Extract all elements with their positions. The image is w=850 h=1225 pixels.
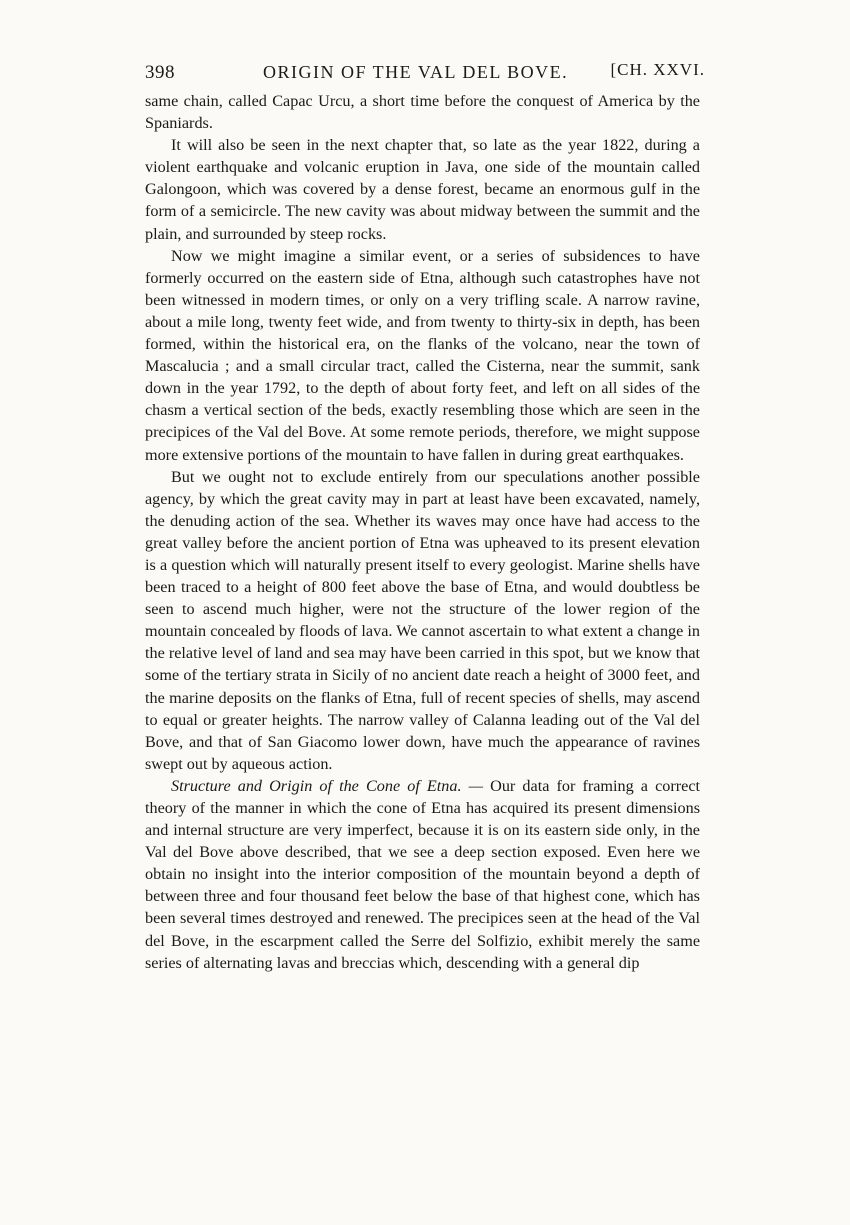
section-paragraph <box>145 775 700 974</box>
paragraph: It will also be seen in the next chapter that, so late as the year 1822, during a violent earthquake and volcanic eruption in Java, one side of the mountain called Galongoon, which was covered by a dense forest, became an enormous gulf in the form of a semicircle. The new cavity was about midway between the summit and the plain, and surrounded by steep rocks. <box>145 136 700 243</box>
paragraph: Now we might imagine a similar event, or a series of subsidences to have formerly occurred on the eastern side of Etna, although such catastrophes have not been witnessed in modern times, or only on a very trifling scale. A narrow ravine, about a mile long, twenty feet wide, and from twenty to thirty-six in depth, has been formed, within the historical era, on the flanks of the volcano, near the town of Mascalucia ; and a small circular tract, called the Cisterna, near the summit, sank down in the year 1792, to the depth of about forty feet, and left on all sides of the chasm a vertical section of the beds, exactly resembling those which are seen in the precipices of the Val del Bove. At some remote periods, therefore, we might suppose more extensive portions of the mountain to have fallen in during great earthquakes. <box>145 246 700 464</box>
section-text: Our data for framing a correct theory of the manner in which the cone of Etna has acquired its present dimensions and internal structure are very imperfect, because it is on its eastern side only, in the Val del Bove above described, that we see a deep section exposed. Even here we obtain no insight into the interior composition of the mountain beyond a depth of between three and four thousand feet below the base of that highest cone, which has been several times destroyed and renewed. The precipices seen at the head of the Val del Bove, in the escarpment called the Serre del Solfizio, exhibit merely the same series of alternating lavas and breccias which, descending with a general dip <box>145 776 700 972</box>
page-body <box>145 90 700 974</box>
running-title: ORIGIN OF THE VAL DEL BOVE. <box>263 62 569 82</box>
paragraph: But we ought not to exclude entirely from our speculations another possible agency, by which the great cavity may in part at least have been excavated, namely, the denuding action of the sea. Whether its waves may once have had access to the great valley before the ancient portion of Etna was upheaved to its present elevation is a question which will naturally present itself to every geologist. Marine shells have been traced to a height of 800 feet above the base of Etna, and would doubtless be seen to ascend much higher, were not the structure of the lower region of the mountain concealed by floods of lava. We cannot ascertain to what extent a change in the relative level of land and sea may have been carried in this spot, but we know that some of the tertiary strata in Sicily of no ancient date reach a height of 3000 feet, and the marine deposits on the flanks of Etna, full of recent species of shells, may ascend to equal or greater heights. The narrow valley of Calanna leading out of the Val del Bove, and that of San Giacomo lower down, have much the appearance of ravines swept out by aqueous action. <box>145 467 700 773</box>
page-number: 398 <box>145 62 175 83</box>
chapter-label: [CH. XXVI. <box>610 60 705 79</box>
section-heading: Structure and Origin of the Cone of Etna. — <box>171 776 484 795</box>
paragraph: same chain, called Capac Urcu, a short time before the conquest of America by the Spaniards. <box>145 92 700 133</box>
running-header <box>145 56 705 90</box>
